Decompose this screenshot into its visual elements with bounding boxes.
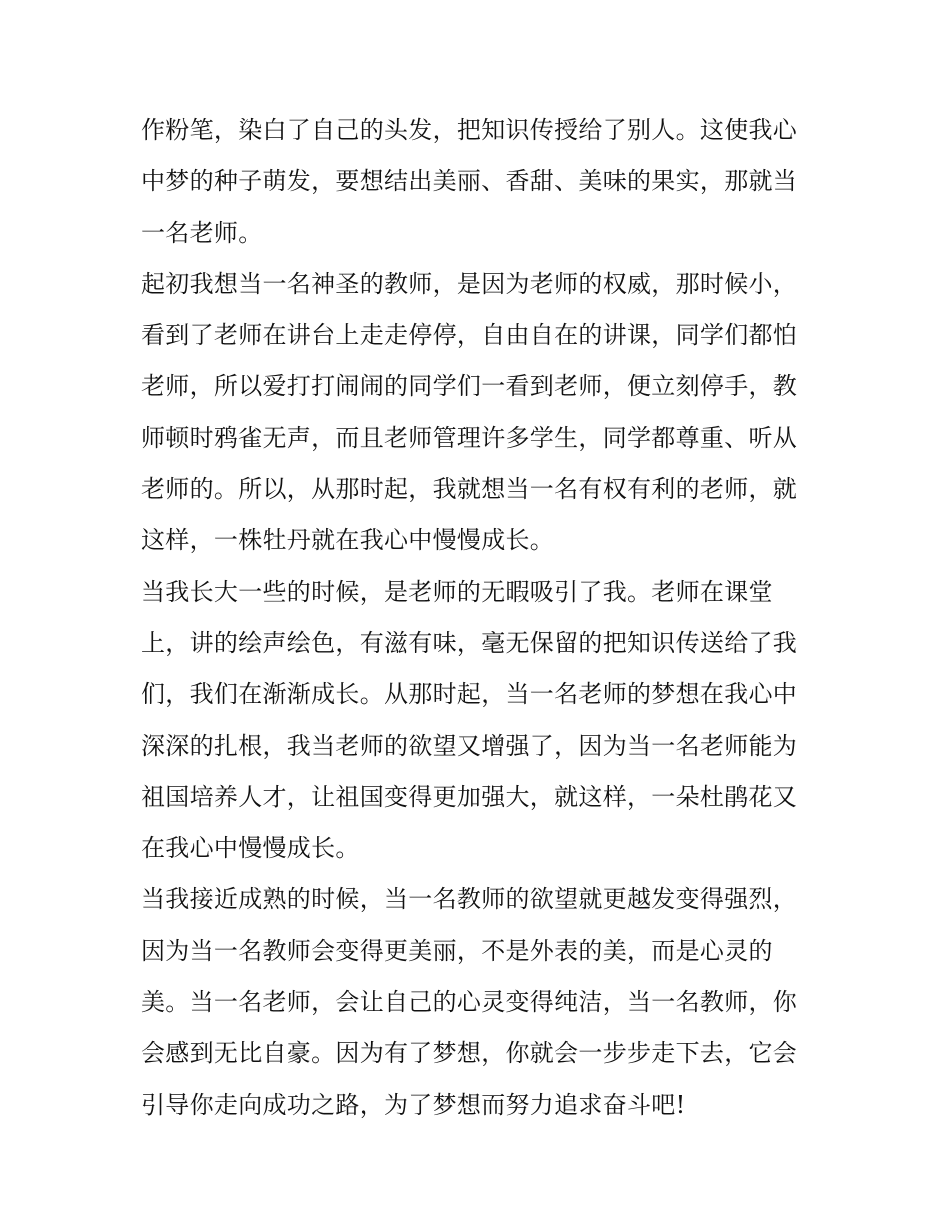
text-line: 当我接近成熟的时候，当一名教师的欲望就更越发变得强烈， [141, 885, 798, 914]
text-line: 看到了老师在讲台上走走停停，自由自在的讲课，同学们都怕 [141, 321, 798, 350]
text-line: 作粉笔，染白了自己的头发，把知识传授给了别人。这使我心 [141, 116, 798, 144]
text-line: 深深的扎根，我当老师的欲望又增强了，因为当一名老师能为 [141, 731, 798, 760]
text-line: 一名老师。 [141, 218, 263, 247]
text-line: 老师，所以爱打打闹闹的同学们一看到老师，便立刻停手，教 [141, 372, 798, 401]
text-line: 中梦的种子萌发，要想结出美丽、香甜、美味的果实，那就当 [141, 167, 798, 196]
text-line: 起初我想当一名神圣的教师，是因为老师的权威，那时候小， [141, 269, 798, 298]
text-line: 会感到无比自豪。因为有了梦想，你就会一步步走下去，它会 [141, 1039, 798, 1068]
text-line: 引导你走向成功之路，为了梦想而努力追求奋斗吧! [141, 1090, 686, 1119]
text-line: 因为当一名教师会变得更美丽，不是外表的美，而是心灵的 [141, 936, 773, 965]
text-line: 这样，一株牡丹就在我心中慢慢成长。 [141, 526, 555, 555]
text-line: 美。当一名老师，会让自己的心灵变得纯洁，当一名教师，你 [141, 988, 798, 1017]
body-text [141, 105, 821, 1131]
text-line: 祖国培养人才，让祖国变得更加强大，就这样，一朵杜鹃花又 [141, 782, 798, 811]
text-line: 上，讲的绘声绘色，有滋有味，毫无保留的把知识传送给了我 [141, 628, 798, 657]
text-line: 师顿时鸦雀无声，而且老师管理许多学生，同学都尊重、听从 [141, 423, 798, 452]
text-line: 当我长大一些的时候，是老师的无暇吸引了我。老师在课堂 [141, 577, 773, 606]
text-line: 老师的。所以，从那时起，我就想当一名有权有利的老师，就 [141, 475, 798, 504]
text-line: 们，我们在渐渐成长。从那时起，当一名老师的梦想在我心中 [141, 680, 798, 709]
text-line: 在我心中慢慢成长。 [141, 834, 360, 863]
